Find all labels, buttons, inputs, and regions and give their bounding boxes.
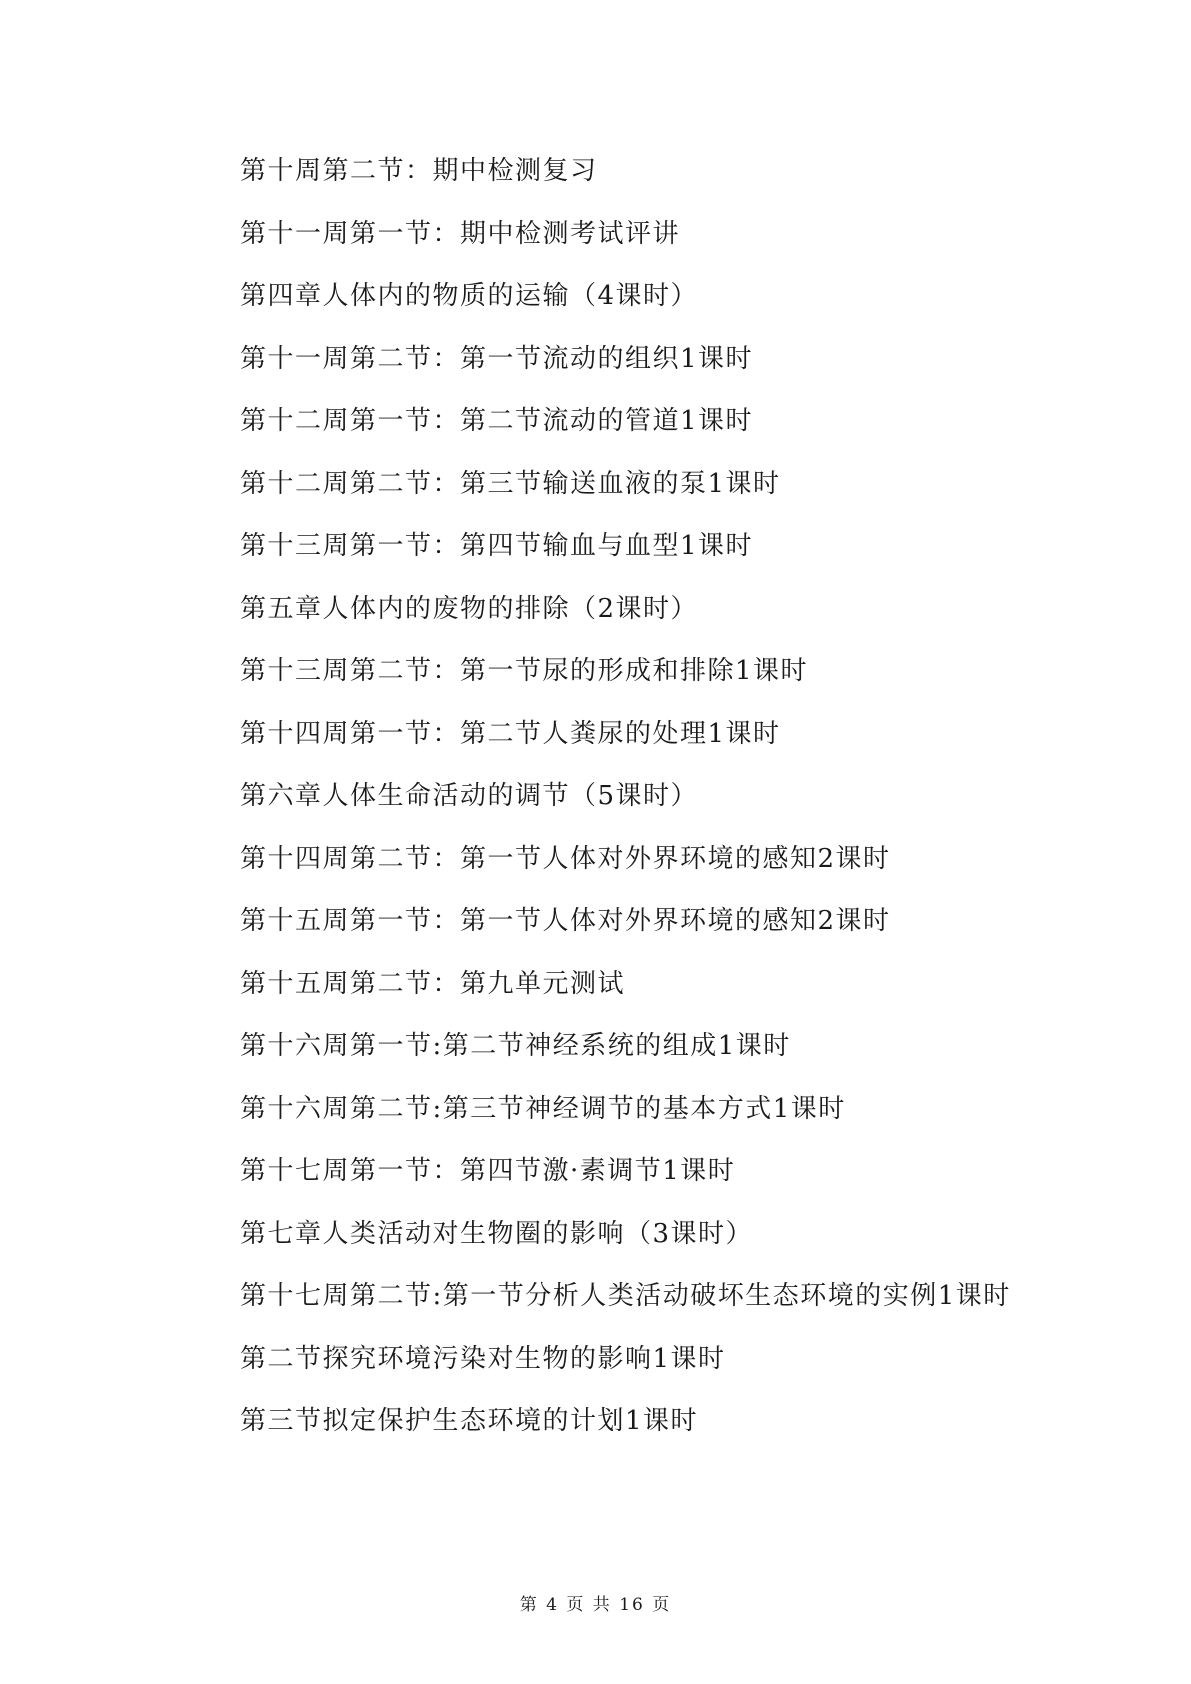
text-line: 第十二周第二节：第三节输送血液的泵1课时 bbox=[240, 468, 781, 499]
text-line: 第十五周第一节：第一节人体对外界环境的感知2课时 bbox=[240, 906, 891, 936]
text-line: 第十五周第二节：第九单元测试 bbox=[240, 968, 626, 999]
document-body bbox=[180, 140, 1020, 1453]
chapter-heading: 第七章人类活动对生物圈的影响（3课时） bbox=[240, 1218, 754, 1249]
text-line: 第十四周第一节：第二节人粪尿的处理1课时 bbox=[240, 718, 781, 749]
text-line: 第三节拟定保护生态环境的计划1课时 bbox=[240, 1406, 699, 1436]
text-line: 第十六周第二节:第三节神经调节的基本方式1课时 bbox=[240, 1093, 846, 1124]
text-line: 第十三周第一节：第四节输血与血型1课时 bbox=[240, 531, 754, 561]
text-line: 第十三周第二节：第一节尿的形成和排除1课时 bbox=[240, 656, 809, 686]
text-line: 第十二周第一节：第二节流动的管道1课时 bbox=[240, 406, 754, 436]
page-footer: 第 4 页 共 16 页 bbox=[519, 1595, 672, 1615]
text-line: 第十六周第一节:第二节神经系统的组成1课时 bbox=[240, 1031, 791, 1061]
text-line: 第二节探究环境污染对生物的影响1课时 bbox=[240, 1343, 726, 1374]
text-line-wrapped: 第十七周第二节:第一节分析人类活动破坏生态环境的实例1课时 bbox=[240, 1281, 1011, 1311]
text-line: 第十一周第二节：第一节流动的组织1课时 bbox=[240, 343, 754, 374]
text-line: 第十一周第一节：期中检测考试评讲 bbox=[240, 218, 681, 249]
chapter-heading: 第五章人体内的废物的排除（2课时） bbox=[240, 593, 699, 624]
text-line: 第十周第二节：期中检测复习 bbox=[240, 156, 598, 186]
chapter-heading: 第四章人体内的物质的运输（4课时） bbox=[240, 281, 699, 311]
chapter-heading: 第六章人体生命活动的调节（5课时） bbox=[240, 781, 699, 811]
text-line: 第十四周第二节：第一节人体对外界环境的感知2课时 bbox=[240, 843, 891, 874]
text-line: 第十七周第一节：第四节激·素调节1课时 bbox=[240, 1156, 736, 1186]
